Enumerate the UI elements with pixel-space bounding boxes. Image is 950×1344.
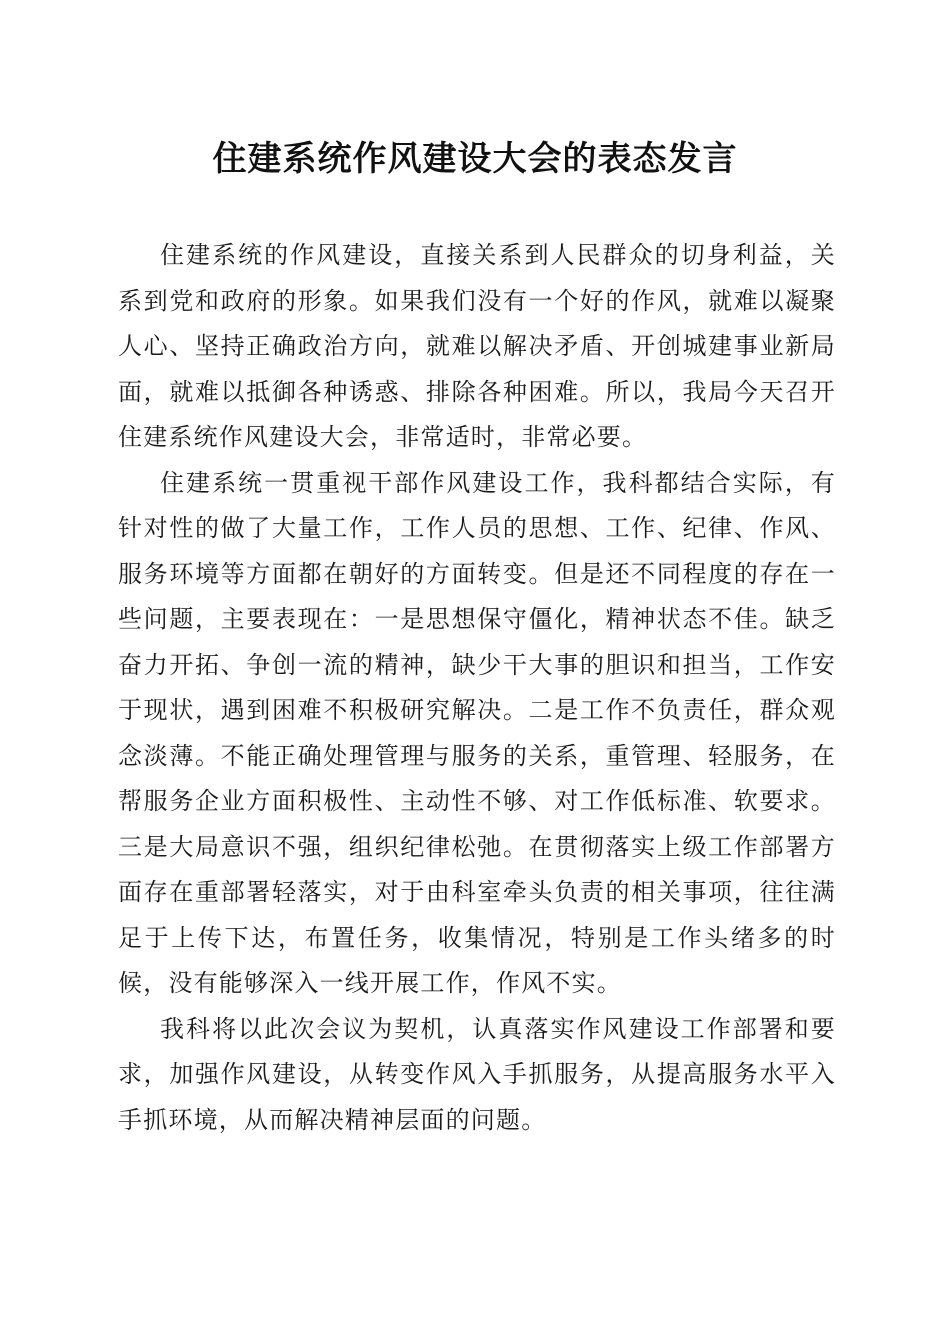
paragraph-3: 我科将以此次会议为契机，认真落实作风建设工作部署和要求，加强作风建设，从转变作风入手抓服务，从提高服务水平入手抓环境，从而解决精神层面的问题。	[118, 1014, 836, 1134]
document-body	[118, 233, 836, 1143]
paragraph-1: 住建系统的作风建设，直接关系到人民群众的切身利益，关系到党和政府的形象。如果我们没有一个好的作风，就难以凝聚人心、坚持正确政治方向，就难以解决矛盾、开创城建事业新局面，就难以抵御各种诱惑、排除各种困难。所以，我局今天召开住建系统作风建设大会，非常适时，非常必要。	[118, 241, 836, 451]
paragraph-2: 住建系统一贯重视干部作风建设工作，我科都结合实际，有针对性的做了大量工作，工作人员的思想、工作、纪律、作风、服务环境等方面都在朝好的方面转变。但是还不同程度的存在一些问题，主要表现在：一是思想保守僵化，精神状态不佳。缺乏奋力开拓、争创一流的精神，缺少干大事的胆识和担当，工作安于现状，遇到困难不积极研究解决。二是工作不负责任，群众观念淡薄。不能正确处理管理与服务的关系，重管理、轻服务，在帮服务企业方面积极性、主动性不够、对工作低标准、软要求。三是大局意识不强，组织纪律松弛。在贯彻落实上级工作部署方面存在重部署轻落实，对于由科室牵头负责的相关事项，往往满足于上传下达，布置任务，收集情况，特别是工作头绪多的时候，没有能够深入一线开展工作，作风不实。	[118, 468, 836, 997]
document-title: 住建系统作风建设大会的表态发言	[212, 139, 738, 179]
